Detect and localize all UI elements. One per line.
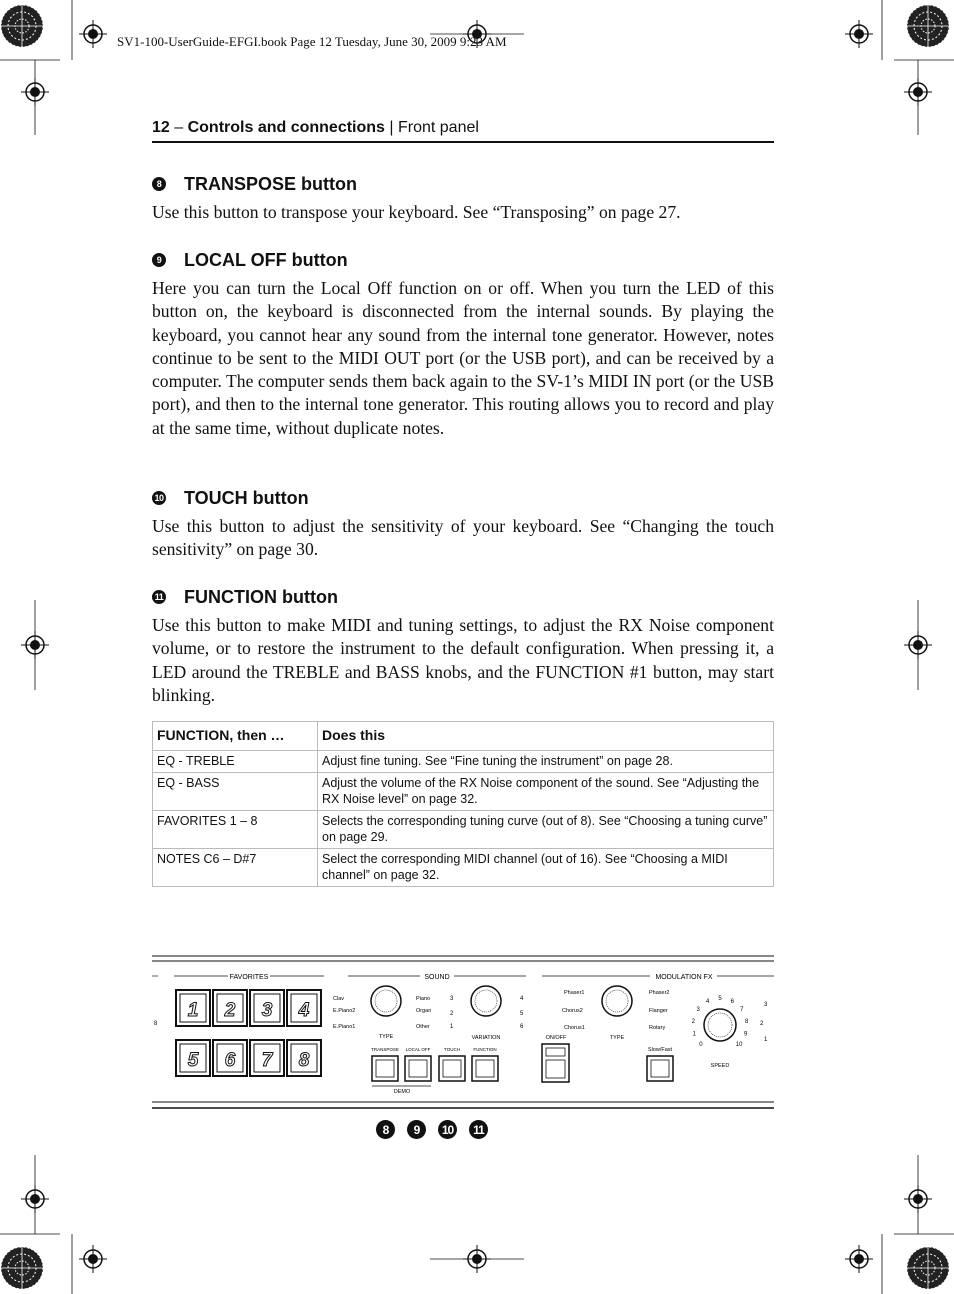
speed-label: SPEED (710, 1063, 730, 1069)
table-row (153, 773, 774, 811)
variation-mark: 6 (520, 1024, 524, 1030)
right-edge-digit: 3 (764, 1002, 768, 1008)
variation-mark: 2 (450, 1011, 454, 1017)
sound-type-label: Organ (416, 1008, 432, 1014)
sound-label: SOUND (424, 974, 450, 981)
table-row (153, 849, 774, 887)
favorite-button-1[interactable] (176, 990, 210, 1026)
favorite-button-2[interactable] (213, 990, 247, 1026)
section-local-off (152, 248, 774, 440)
favorite-number: 5 (187, 1050, 199, 1071)
section-title (152, 585, 774, 609)
sound-type-label: E.Piano1 (333, 1024, 356, 1030)
section-body: Use this button to adjust the sensitivity of your keyboard. See “Changing the touch sensitivity” on page 30. (152, 516, 774, 560)
modfx-type-knob[interactable] (602, 986, 632, 1016)
section-body: Use this button to transpose your keyboard. See “Transposing” on page 27. (152, 202, 681, 222)
speed-mark: 8 (745, 1018, 749, 1025)
section-touch (152, 486, 774, 562)
favorite-button-6[interactable] (213, 1040, 247, 1076)
modfx-type: Phaser2 (649, 990, 670, 996)
speed-mark: 6 (730, 998, 734, 1005)
slow-fast-label: Slow/Fast (647, 1047, 673, 1053)
table-cell: Select the corresponding MIDI channel (out of 16). See “Choosing a MIDI channel” on page 32. (318, 849, 774, 887)
section-title-text: LOCAL OFF button (184, 249, 348, 270)
callout-number: 9 (152, 253, 166, 267)
speed-mark: 5 (718, 996, 722, 1002)
sound-type-label: Piano (416, 996, 431, 1002)
favorite-number: 7 (261, 1050, 273, 1071)
favorite-number: 6 (224, 1050, 236, 1071)
callout-number: 9 (407, 1120, 426, 1139)
button-label: TOUCH (444, 1047, 460, 1052)
sound-type-knob[interactable] (371, 986, 401, 1016)
header-separator: | (384, 119, 398, 136)
function-button[interactable] (472, 1056, 498, 1081)
favorite-number: 4 (298, 1000, 310, 1021)
speed-mark: 1 (692, 1031, 696, 1038)
callout-number: 10 (152, 491, 166, 505)
callout-number: 8 (152, 177, 166, 191)
button-label: FUNCTION (473, 1047, 497, 1052)
variation-label: VARIATION (471, 1035, 501, 1041)
variation-mark: 3 (450, 996, 454, 1002)
variation-mark: 5 (520, 1011, 524, 1017)
favorite-button-5[interactable] (176, 1040, 210, 1076)
modfx-type: Chorus2 (562, 1008, 583, 1014)
favorites-label: FAVORITES (229, 974, 269, 981)
touch-button[interactable] (439, 1056, 465, 1081)
table-cell: FAVORITES 1 – 8 (153, 811, 318, 849)
table-cell: EQ - BASS (153, 773, 318, 811)
modfx-type: Flanger (649, 1008, 668, 1014)
on-off-label: ON/OFF (545, 1035, 567, 1041)
section-title (152, 172, 774, 196)
table-cell: NOTES C6 – D#7 (153, 849, 318, 887)
section-transpose (152, 172, 774, 224)
callout-number: 10 (438, 1120, 457, 1139)
slow-fast-button[interactable] (647, 1056, 673, 1081)
speed-mark: 2 (691, 1018, 695, 1025)
local-off-button[interactable] (405, 1056, 431, 1081)
table-row (153, 751, 774, 773)
table-header-cell: FUNCTION, then … (153, 722, 318, 751)
table-row (153, 811, 774, 849)
print-slug: SV1-100-UserGuide-EFGI.book Page 12 Tuesday, June 30, 2009 9:23 AM (117, 34, 507, 49)
sound-type-label: Clav (333, 996, 345, 1002)
speed-mark: 0 (699, 1042, 703, 1049)
section-body: Use this button to make MIDI and tuning settings, to adjust the RX Noise component volume, or to restore the instrument to the default configuration. When pressing it, a LED around the TREBLE and BASS knobs, and the FUNCTION #1 button, may start blinking. (152, 615, 774, 705)
favorite-button-7[interactable] (250, 1040, 284, 1076)
table-cell: EQ - TREBLE (153, 751, 318, 773)
running-header (152, 119, 774, 137)
speed-mark: 7 (740, 1007, 744, 1014)
favorite-button-3[interactable] (250, 990, 284, 1026)
modfx-type-label: TYPE (609, 1035, 625, 1041)
table-cell: Selects the corresponding tuning curve (out of 8). See “Choosing a tuning curve” on page 29. (318, 811, 774, 849)
front-panel-illustration (152, 955, 774, 1115)
type-label: TYPE (378, 1034, 394, 1040)
table-header-row (153, 722, 774, 751)
header-rule (152, 141, 774, 143)
page-number: 12 (152, 119, 170, 136)
favorite-number: 1 (187, 1000, 199, 1021)
variation-mark: 4 (520, 996, 524, 1002)
variation-knob[interactable] (471, 986, 501, 1016)
panel-callouts (376, 1120, 488, 1139)
section-body: Here you can turn the Local Off function on or off. When you turn the LED of this button on, the keyboard is disconnected from the internal sounds. By playing the keyboard, you cannot hear any sound from the internal tone generator. However, notes continue to be sent to the MIDI OUT port (or the USB port), and can be received by a computer. The computer sends them back again to the SV-1’s MIDI IN port (or the USB port), and then to the internal tone generator. This routing allows you to record and play at the same time, without duplicate notes. (152, 278, 774, 438)
favorite-number: 8 (298, 1050, 310, 1071)
speed-mark: 9 (744, 1031, 748, 1038)
section-title-text: FUNCTION button (184, 586, 338, 607)
speed-mark: 10 (735, 1042, 743, 1049)
variation-mark: 1 (450, 1024, 454, 1030)
table-cell: Adjust fine tuning. See “Fine tuning the instrument” on page 28. (318, 751, 774, 773)
favorite-number: 2 (224, 1000, 236, 1021)
speed-mark: 3 (696, 1007, 700, 1014)
left-edge-digit: 8 (154, 1021, 158, 1027)
table-header-cell: Does this (318, 722, 774, 751)
modfx-label: MODULATION FX (655, 974, 713, 981)
modfx-type: Chorus1 (564, 1025, 585, 1031)
callout-number: 11 (469, 1120, 488, 1139)
favorite-number: 3 (261, 1000, 273, 1021)
table-cell: Adjust the volume of the RX Noise component of the sound. See “Adjusting the RX Noise level” on page 32. (318, 773, 774, 811)
favorite-button-8[interactable] (287, 1040, 321, 1076)
modfx-type: Rotary (649, 1025, 666, 1031)
callout-number: 11 (152, 590, 166, 604)
callout-number: 8 (376, 1120, 395, 1139)
favorites-buttons (176, 990, 321, 1076)
modfx-on-off-button[interactable] (542, 1044, 569, 1082)
section-title (152, 486, 774, 510)
section-title-text: TOUCH button (184, 487, 309, 508)
demo-label: DEMO (393, 1089, 411, 1095)
section-title (152, 248, 774, 272)
header-dash: – (169, 119, 188, 136)
section-title-text: TRANSPOSE button (184, 173, 357, 194)
sound-type-label: E.Piano2 (333, 1008, 356, 1014)
section-function (152, 585, 774, 707)
right-edge-digit: 1 (764, 1037, 768, 1043)
function-table (152, 721, 774, 887)
header-section: Controls and connections (187, 119, 385, 136)
transpose-button[interactable] (372, 1056, 398, 1081)
right-edge-digit: 2 (760, 1021, 764, 1027)
button-label: TRANSPOSE (371, 1047, 399, 1052)
favorite-button-4[interactable] (287, 990, 321, 1026)
sound-type-label: Other (416, 1024, 430, 1030)
button-label: LOCAL OFF (405, 1047, 431, 1052)
speed-mark: 4 (706, 998, 710, 1005)
header-subsection: Front panel (397, 119, 479, 136)
speed-knob[interactable] (704, 1009, 736, 1041)
modfx-type: Phaser1 (564, 990, 585, 996)
